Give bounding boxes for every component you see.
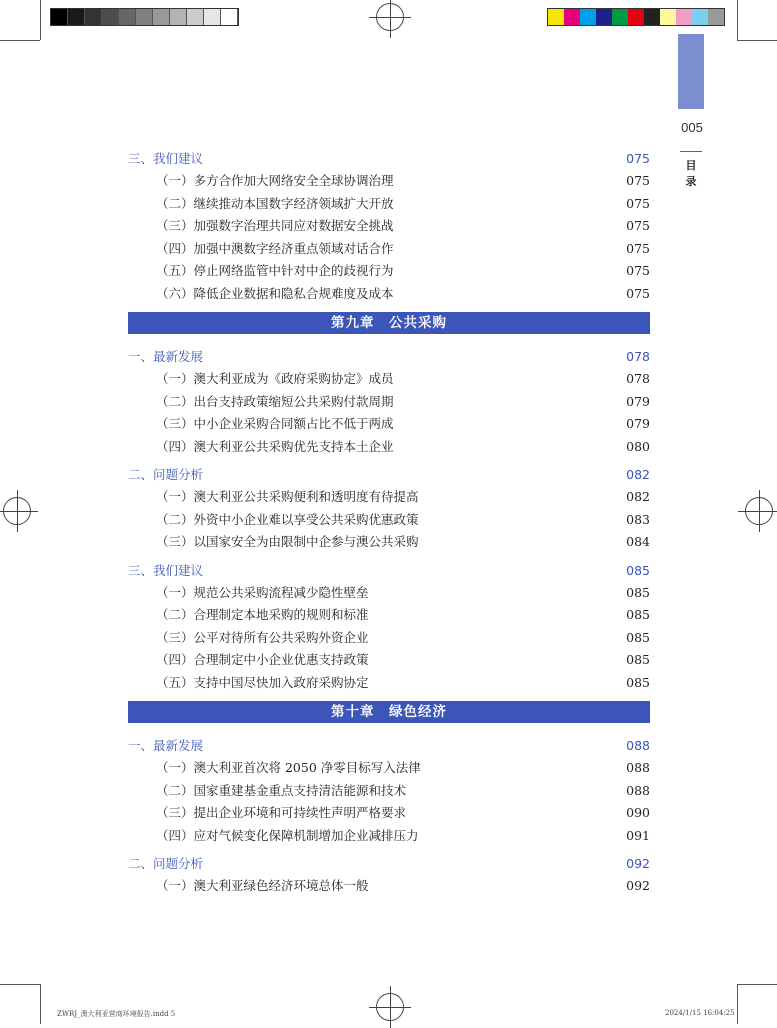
- crop-mark: [737, 984, 738, 1024]
- toc-item[interactable]: （二）合理制定本地采购的规则和标准 085: [156, 607, 650, 622]
- toc-item[interactable]: （四）合理制定中小企业优惠支持政策 085: [156, 652, 650, 667]
- chapter-heading-10[interactable]: 第十章 绿色经济: [128, 701, 650, 723]
- toc-section[interactable]: 一、最新发展 088: [128, 738, 650, 753]
- crop-mark: [40, 984, 41, 1024]
- crop-mark: [737, 0, 738, 40]
- toc-item[interactable]: （三）公平对待所有公共采购外资企业 085: [156, 629, 650, 645]
- toc-item[interactable]: （四）澳大利亚公共采购优先支持本土企业 080: [156, 438, 650, 454]
- toc-section[interactable]: 二、问题分析 092: [128, 856, 650, 871]
- toc-item[interactable]: （六）降低企业数据和隐私合规难度及成本 075: [156, 285, 650, 301]
- section-label: 三、我们建议: [128, 151, 204, 166]
- toc-item[interactable]: （二）继续推动本国数字经济领域扩大开放 075: [156, 195, 650, 211]
- page-number: 005: [681, 120, 703, 135]
- crop-mark: [0, 984, 40, 985]
- crop-mark: [737, 984, 777, 985]
- toc-item[interactable]: （一）澳大利亚绿色经济环境总体一般 092: [156, 878, 650, 893]
- toc-item[interactable]: （一）多方合作加大网络安全全球协调治理 075: [156, 173, 650, 188]
- toc-section[interactable]: 三、我们建议 085: [128, 562, 650, 578]
- toc-section[interactable]: 一、最新发展 078: [128, 349, 650, 364]
- grayscale-calibration-bar: [50, 8, 239, 26]
- crop-mark: [40, 0, 41, 40]
- toc-item[interactable]: （一）澳大利亚成为《政府采购协定》成员 078: [156, 371, 650, 386]
- toc-section[interactable]: [128, 148, 650, 170]
- toc-item[interactable]: （二）外资中小企业难以享受公共采购优惠政策 083: [156, 511, 650, 527]
- toc-item[interactable]: （一）澳大利亚公共采购便利和透明度有待提高 082: [156, 489, 650, 504]
- crop-mark: [737, 40, 777, 41]
- toc-section[interactable]: 二、问题分析 082: [128, 467, 650, 482]
- slug-timestamp: 2024/1/15 16:04:25: [665, 1009, 735, 1017]
- toc-item[interactable]: （三）提出企业环境和可持续性声明严格要求 090: [156, 805, 650, 820]
- slug-filename: ZWRJ_澳大利亚营商环境报告.indd 5: [57, 1010, 176, 1018]
- toc-item[interactable]: （二）出台支持政策缩短公共采购付款周期 079: [156, 393, 650, 409]
- registration-mark-bottom: [376, 993, 404, 1021]
- registration-mark-left: [3, 497, 31, 525]
- registration-mark-right: [745, 497, 773, 525]
- section-page: 075: [626, 151, 650, 166]
- toc-item[interactable]: （一）规范公共采购流程减少隐性壁垒 085: [156, 584, 650, 600]
- side-tab: [678, 34, 704, 109]
- chapter-heading-9[interactable]: 第九章 公共采购: [128, 312, 650, 334]
- toc-item[interactable]: （三）以国家安全为由限制中企参与澳公共采购 084: [156, 534, 650, 549]
- color-calibration-bar: [547, 8, 725, 26]
- toc-item[interactable]: （五）支持中国尽快加入政府采购协定 085: [156, 674, 650, 690]
- contents-label: 目 录: [685, 159, 697, 188]
- registration-mark-top: [376, 3, 404, 31]
- toc-item[interactable]: （四）应对气候变化保障机制增加企业减排压力 091: [156, 827, 650, 843]
- toc-item[interactable]: （一）澳大利亚首次将 2050 净零目标写入法律 088: [156, 760, 650, 775]
- toc-item[interactable]: （四）加强中澳数字经济重点领域对话合作 075: [156, 240, 650, 256]
- table-of-contents: [128, 148, 650, 898]
- page-number-rule: [680, 151, 702, 152]
- toc-item[interactable]: （三）中小企业采购合同额占比不低于两成 079: [156, 416, 650, 431]
- toc-item[interactable]: （五）停止网络监管中针对中企的歧视行为 075: [156, 263, 650, 278]
- crop-mark: [0, 40, 40, 41]
- toc-item[interactable]: （二）国家重建基金重点支持清洁能源和技术 088: [156, 782, 650, 798]
- toc-item[interactable]: （三）加强数字治理共同应对数据安全挑战 075: [156, 218, 650, 233]
